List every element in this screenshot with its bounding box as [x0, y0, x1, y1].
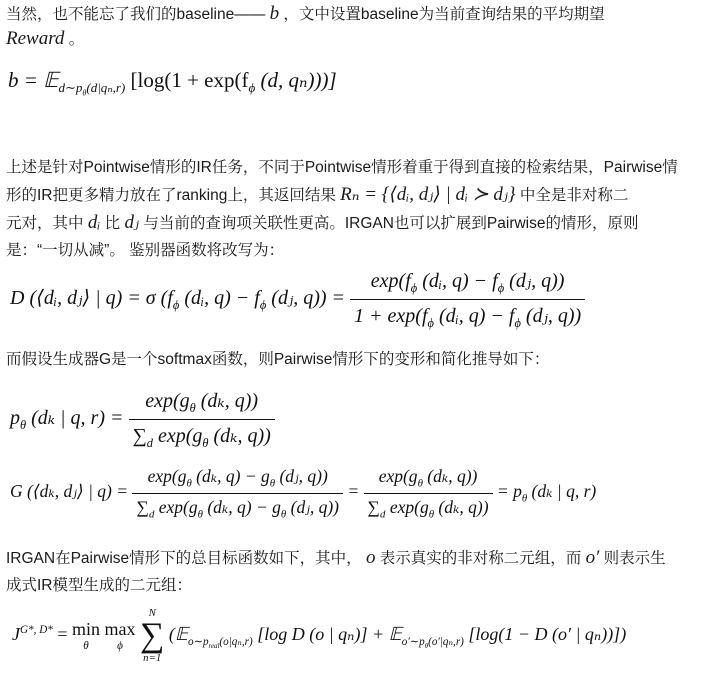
eq-sub: ϕ: [172, 298, 180, 313]
text-segment: 而假设生成器G是一个softmax函数，则Pairwise情形下的变形和简化推导如下：: [6, 351, 550, 368]
text-segment: 元对，其中: [6, 215, 84, 232]
eq-sub: d: [148, 508, 155, 520]
eq-text: (dₖ, q)): [422, 466, 478, 486]
eq-text: exp(g: [147, 466, 187, 486]
eq-text: (dₖ, q) − g: [191, 466, 270, 486]
eq-sub: ϕ: [410, 281, 418, 295]
eq-text: (dₖ, q)): [195, 390, 259, 412]
sum-symbol: ∑: [132, 425, 147, 447]
eq-text: (dⱼ, q)): [520, 305, 582, 327]
eq-text: 1 + exp(f: [354, 305, 428, 327]
eq-text: (dₖ, q)): [208, 425, 271, 447]
equation-baseline: [8, 68, 337, 98]
math-dj: dⱼ: [124, 212, 140, 233]
max-operator: [105, 620, 136, 652]
text-segment: 中全是非对称二: [519, 187, 629, 204]
eq-text: exp(g: [385, 496, 429, 517]
eq-text: (dₖ | q, r) =: [26, 407, 124, 430]
eq-text: (dₖ | q, r): [527, 481, 597, 502]
eq-text: max: [104, 618, 136, 639]
text-segment: 表示真实的非对称二元组，而: [379, 550, 582, 567]
equation-pairwise-generator: [10, 466, 596, 520]
eq-sub: o∼p: [188, 635, 209, 648]
eq-text: (dⱼ, q)): [275, 466, 328, 486]
eq-sub: ϕ: [259, 298, 267, 313]
text-segment: 成式IR模型生成的二元组：: [6, 577, 193, 594]
eq-sub: (o|qₙ,r): [219, 635, 253, 648]
math-b: b: [269, 3, 280, 24]
eq-sub: θ: [417, 477, 423, 490]
equation-discriminator: [10, 268, 585, 331]
eq-text: exp(g: [378, 466, 418, 486]
eq-sub: θ: [280, 508, 287, 520]
eq-sub: θ: [189, 401, 196, 415]
sum-symbol: ∑: [140, 616, 165, 654]
eq-sub: d∼p: [58, 80, 83, 96]
math-o-prime: o′: [585, 547, 600, 568]
eq-text: D (⟨dᵢ, dⱼ⟩ | q) = σ (f: [10, 287, 173, 310]
eq-text: (dⱼ, q)): [504, 270, 565, 292]
eq-text: G (⟨dₖ, dⱼ⟩ | q) =: [10, 481, 129, 502]
eq-sub: θ: [202, 436, 209, 450]
eq-sub: (d|qₙ,r): [86, 80, 126, 96]
paragraph-pairwise-intro: [6, 154, 716, 264]
eq-text: (dᵢ, q) − f: [433, 305, 515, 327]
eq-text: b = 𝔼: [8, 68, 59, 92]
fraction: [350, 268, 585, 331]
paragraph-generator: [6, 348, 716, 372]
eq-sub: n=1: [143, 652, 162, 664]
text-segment: 。: [68, 31, 85, 48]
eq-subsub: θ: [424, 642, 429, 650]
text-segment: 与当前的查询项关联性更高。IRGAN也可以扩展到Pairwise的情形，原则: [143, 215, 639, 232]
fraction: [132, 466, 343, 520]
eq-text: (dⱼ, q)): [286, 496, 339, 517]
eq-text: exp(g: [145, 390, 190, 412]
math-result-set: Rₙ = {⟨dᵢ, dⱼ⟩ | dᵢ ≻ dⱼ}: [340, 184, 516, 205]
eq-text: exp(f: [370, 270, 411, 292]
equation-objective: [12, 608, 626, 664]
min-operator: [72, 620, 100, 652]
sum-symbol: ∑: [367, 496, 381, 517]
eq-text: (dᵢ, q) − f: [417, 270, 498, 292]
eq-text: (d, qₙ)))]: [255, 68, 337, 92]
paragraph-baseline: [6, 2, 716, 52]
eq-text: = p: [496, 481, 522, 502]
eq-sub: θ: [521, 492, 528, 505]
eq-text: exp(g: [154, 496, 198, 517]
eq-sub: θ: [428, 508, 435, 520]
eq-sub: θ: [83, 639, 89, 652]
sum-symbol: ∑: [136, 496, 149, 517]
eq-sub: (o′|qₙ,r): [428, 635, 464, 648]
eq-sub: θ: [186, 477, 192, 490]
eq-text: (dⱼ, q)) =: [266, 287, 346, 310]
eq-text: [log(1 − D (o′ | qₙ))]): [463, 624, 627, 645]
eq-text: (𝔼: [168, 624, 189, 645]
text-segment: 则表示生: [603, 550, 666, 567]
text-segment: 比: [104, 215, 121, 232]
sum-operator: [140, 608, 164, 664]
eq-sub: θ: [197, 508, 203, 520]
eq-sup: G*, D*: [20, 624, 53, 637]
eq-sub: d: [380, 508, 386, 520]
eq-text: [log D (o | qₙ)] + 𝔼: [252, 624, 402, 645]
eq-text: (dₖ, q) − g: [202, 496, 281, 517]
text-segment: IRGAN在Pairwise情形下的总目标函数如下，其中，: [6, 550, 362, 567]
eq-subsub: real: [208, 642, 220, 650]
text-segment: 上述是针对Pointwise情形的IR任务，不同于Pointwise情形着重于得到直接的检索结果，Pairwise情: [6, 159, 678, 176]
text-segment: 当然，也不能忘了我们的baseline——: [6, 6, 266, 23]
eq-text: p: [10, 407, 20, 430]
eq-text: min: [72, 618, 101, 639]
math-di: dᵢ: [87, 212, 101, 233]
equation-generator: [10, 388, 275, 451]
eq-sup: N: [148, 607, 156, 619]
eq-sub: o′∼p: [401, 635, 425, 648]
text-segment: ，文中设置baseline为当前查询结果的平均期望: [283, 6, 605, 23]
eq-text: [log(1 + exp(f: [130, 68, 249, 92]
math-o: o: [365, 547, 376, 568]
eq-text: (dᵢ, q) − f: [179, 287, 260, 310]
eq-text: J: [12, 624, 20, 645]
math-reward: Reward: [6, 28, 65, 49]
eq-text: =: [57, 624, 68, 645]
eq-sub: θ: [20, 418, 27, 433]
eq-sub: ϕ: [248, 80, 256, 96]
fraction: [129, 388, 275, 451]
eq-sub: ϕ: [514, 316, 521, 330]
paragraph-objective: [6, 544, 716, 599]
eq-text: =: [347, 481, 360, 502]
eq-sub: ϕ: [427, 316, 434, 330]
eq-sub: θ: [269, 477, 276, 490]
eq-sub: ϕ: [497, 281, 505, 295]
eq-text: exp(g: [152, 425, 203, 447]
eq-sub: ϕ: [117, 639, 123, 652]
eq-subsub: θ: [82, 88, 87, 98]
text-segment: 是：“一切从减”。 鉴别器函数将改写为：: [6, 242, 285, 259]
text-segment: 形的IR把更多精力放在了ranking上，其返回结果: [6, 187, 336, 204]
eq-text: (dₖ, q)): [434, 496, 489, 517]
fraction: [364, 466, 493, 520]
eq-sub: d: [146, 436, 153, 450]
